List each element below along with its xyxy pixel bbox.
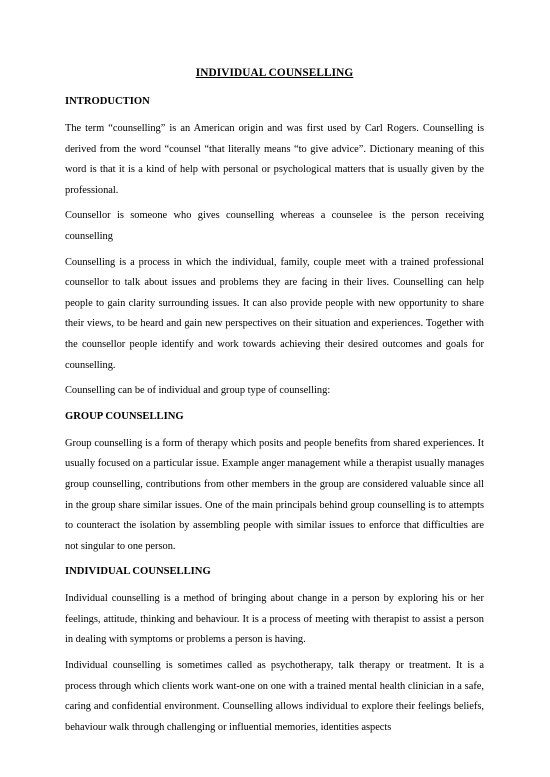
individual-counselling-heading: INDIVIDUAL COUNSELLING bbox=[65, 566, 211, 578]
paragraph: Counselling is a process in which the individual, family, couple meet with a trained professional counsellor to talk about issues and problems they are facing in their lives. Counselling can help people to gain clarity surrounding issues. It can also provide people with new opportunity to share their views, to be heard and gain new perspectives on their situation and experiences. Together with the counsellor people identify and work towards achieving their desired outcomes and goals for counselling. bbox=[65, 256, 484, 371]
paragraph: Counsellor is someone who gives counselling whereas a counselee is the person receiving counselling bbox=[65, 210, 484, 242]
document-title: INDIVIDUAL COUNSELLING bbox=[195, 67, 354, 79]
paragraph: Counselling can be of individual and group type of counselling: bbox=[65, 385, 331, 397]
paragraph: Individual counselling is a method of bringing about change in a person by exploring his or her feelings, attitude, thinking and behaviour. It is a process of meeting with therapist to assist a person in dealing with symptoms or problems a person is having. bbox=[65, 593, 484, 646]
paragraph: Individual counselling is sometimes called as psychotherapy, talk therapy or treatment. It is a process through which clients work want-one on one with a trained mental health clinician in a safe, caring and confidential environment. Counselling allows individual to explore their feelings beliefs, behaviour walk through challenging or influential memories, identities aspects bbox=[65, 660, 484, 733]
document-body bbox=[65, 66, 484, 738]
paragraph: Group counselling is a form of therapy which posits and people benefits from shared experiences. It usually focused on a particular issue. Example anger management while a therapist usually manages group counselling, contributions from other members in the group are considered valuable since all in the group share similar issues. One of the main principals behind group counselling is to attempts to counteract the isolation by assembling people with similar issues to enforce that difficulties are not singular to one person. bbox=[65, 437, 484, 552]
paragraph: The term “counselling” is an American origin and was first used by Carl Rogers. Counselling is derived from the word “counsel “that literally means “to give advice”. Dictionary meaning of this word is that it is a kind of help with personal or psychological matters that is usually given by the professional. bbox=[65, 123, 484, 196]
group-counselling-heading: GROUP COUNSELLING bbox=[65, 410, 184, 422]
introduction-heading: INTRODUCTION bbox=[65, 96, 150, 107]
